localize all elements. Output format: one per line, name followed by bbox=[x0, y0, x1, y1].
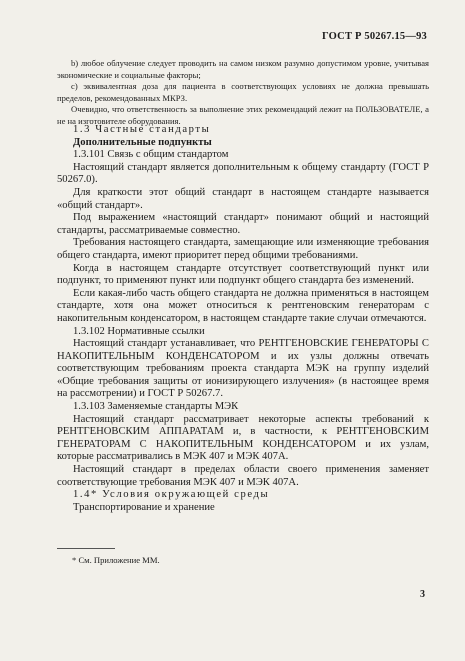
main-text bbox=[57, 124, 429, 514]
footnote-divider bbox=[57, 548, 115, 549]
subsection-103-title: 1.3.103 Заменяемые стандарты МЭК bbox=[73, 401, 239, 413]
section-1-4-title: 1.4* Условия окружающей среды bbox=[73, 489, 270, 501]
page-number: 3 bbox=[420, 589, 425, 600]
page-header: ГОСТ Р 50267.15—93 bbox=[322, 31, 427, 42]
paragraph: Под выражением «настоящий стандарт» понимают общий и настоящий стандарты, рассматриваемые совместно. bbox=[57, 212, 429, 236]
subsection-101-title: 1.3.101 Связь с общим стандартом bbox=[73, 149, 229, 161]
intro-notes bbox=[57, 58, 429, 128]
paragraph: Требования настоящего стандарта, замещающие или изменяющие требования общего стандарта, имеют приоритет перед общими требованиями. bbox=[57, 237, 429, 261]
paragraph: Настоящий стандарт в пределах области своего применения заменяет соответствующие требования МЭК 407 и МЭК 407А. bbox=[57, 464, 429, 488]
paragraph: Настоящий стандарт является дополнительным к общему стандарту (ГОСТ Р 50267.0). bbox=[57, 161, 429, 186]
note-c: c) эквивалентная доза для пациента в соответствующих условиях не должна превышать пределов, рекомендованных МКРЗ. bbox=[57, 81, 429, 103]
section-1-3-title: 1.3 Частные стандарты bbox=[73, 124, 211, 135]
note-b: b) любое облучение следует проводить на самом низком разумно допустимом уровне, учитывая экономические и социальные факторы; bbox=[57, 58, 429, 80]
paragraph: Настоящий стандарт рассматривает некоторые аспекты требований к РЕНТГЕНОВСКИМ АППАРАТАМ и, в частности, к РЕНТГЕНОВСКИМ ГЕНЕРАТОРАМ С НАКОПИТЕЛЬНЫМ КОНДЕНСАТОРОМ и их узлам, которые рассматривались в МЭК 407 и МЭК 407А. bbox=[57, 413, 429, 463]
subsection-102-title: 1.3.102 Нормативные ссылки bbox=[73, 325, 205, 337]
paragraph: Настоящий стандарт устанавливает, что РЕНТГЕНОВСКИЕ ГЕНЕРАТОРЫ С НАКОПИТЕЛЬНЫМ КОНДЕНСАТОРОМ и их узлы должны отвечать соответствующим требованиям проекта стандарта МЭК на группу изделий «Общие требования защиты от ионизирующего излучения» (в настоящее время на рассмотрении) и ГОСТ Р 50267.7. bbox=[57, 338, 429, 400]
note-responsibility: Очевидно, что ответственность за выполнение этих рекомендаций лежит на ПОЛЬЗОВАТЕЛЕ, а не на изготовителе оборудования. bbox=[57, 104, 429, 126]
section-1-3-subtitle: Дополнительные подпункты bbox=[73, 136, 212, 148]
paragraph: Для краткости этот общий стандарт в настоящем стандарте называется «общий стандарт». bbox=[57, 186, 429, 211]
paragraph: Когда в настоящем стандарте отсутствует соответствующий пункт или подпункт, то применяют пункт или подпункт общего стандарта без изменений. bbox=[57, 262, 429, 287]
paragraph: Если какая-либо часть общего стандарта не должна применяться в настоящем стандарте, хотя она может относиться к рентгеновским генераторам с накопительным конденсатором, в настоящем стандарте такие случаи отмечаются. bbox=[57, 287, 429, 324]
footnote: * См. Приложение ММ. bbox=[72, 555, 160, 565]
section-1-4-subtitle: Транспортирование и хранение bbox=[73, 501, 215, 513]
